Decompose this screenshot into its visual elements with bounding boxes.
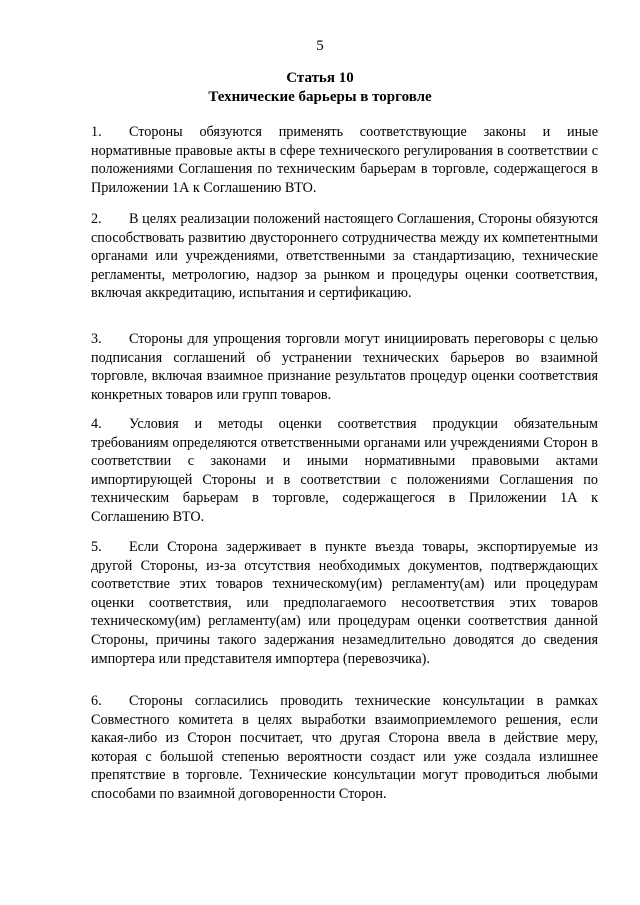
paragraph-number: 3.: [91, 331, 102, 347]
paragraph-text: Условия и методы оценки соответствия продукции обязательным требованиям определяются ответственными органами или учреждениями Сторон в соответствии с законами и иными нормативными правовыми актами импортирующей Стороны и в соответствии с положениями Соглашения по техническим барьерам в торговле, содержащегося в Приложении 1А к Соглашению ВТО.: [91, 416, 598, 525]
paragraph-number: 4.: [91, 416, 102, 432]
paragraph-3: [91, 330, 598, 404]
article-title: Статья 10: [286, 70, 354, 86]
paragraph-text: Стороны согласились проводить технические консультации в рамках Совместного комитета в целях выработки взаимоприемлемого решения, если какая-либо из Сторон посчитает, что другая Сторона ввела в действие меру, которая с большой степенью вероятности создаст или уже создала излишнее препятствие в торговле. Технические консультации могут проводиться любыми способами по взаимной договоренности Сторон.: [91, 693, 598, 802]
paragraph-text: В целях реализации положений настоящего Соглашения, Стороны обязуются способствовать развитию двустороннего сотрудничества между их компетентными органами или учреждениями, ответственными за стандартизацию, технические регламенты, метрологию, надзор за рынком и процедуры оценки соответствия, включая аккредитацию, испытания и сертификацию.: [91, 211, 598, 302]
paragraph-text: Стороны обязуются применять соответствующие законы и иные нормативные правовые акты в сфере технического регулирования в соответствии с положениями Соглашения по техническим барьерам в торговле, содержащегося в Приложении 1А к Соглашению ВТО.: [91, 124, 598, 196]
paragraph-number: 5.: [91, 539, 102, 555]
page-number: 5: [316, 38, 324, 54]
paragraph-6: [91, 692, 598, 804]
paragraph-5: [91, 538, 598, 668]
paragraph-text: Стороны для упрощения торговли могут инициировать переговоры с целью подписания соглашений об устранении технических барьеров во взаимной торговле, включая взаимное признание результатов процедур оценки соответствия конкретных товаров или групп товаров.: [91, 331, 598, 403]
article-subtitle: Технические барьеры в торговле: [208, 89, 432, 105]
paragraph-number: 1.: [91, 124, 102, 140]
paragraph-2: [91, 210, 598, 303]
paragraph-4: [91, 415, 598, 527]
paragraph-number: 6.: [91, 693, 102, 709]
paragraph-1: [91, 123, 598, 197]
paragraph-text: Если Сторона задерживает в пункте въезда товары, экспортируемые из другой Стороны, из-за отсутствия необходимых документов, подтверждающих соответствие этих товаров техническому(им) регламенту(ам) или процедурам оценки соответствия, или предполагаемого несоответствия этих товаров техническому(им) регламенту(ам) или процедурам оценки соответствия данной Стороны, причины такого задержания незамедлительно доводятся до сведения импортера или представителя импортера (перевозчика).: [91, 539, 598, 667]
paragraph-number: 2.: [91, 211, 102, 227]
